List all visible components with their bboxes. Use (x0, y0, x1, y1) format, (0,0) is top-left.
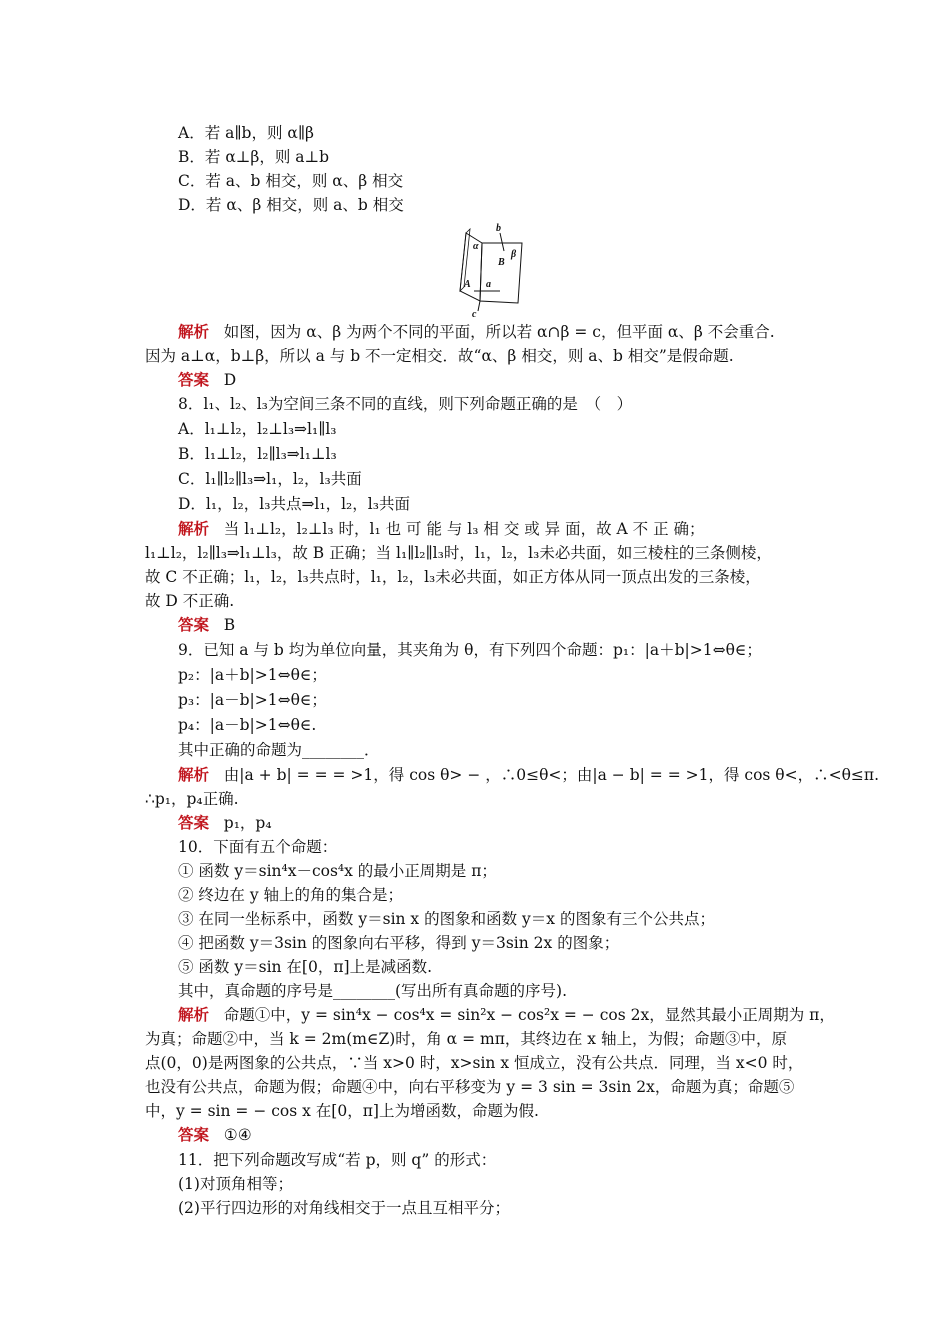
label-a: a (486, 279, 491, 290)
label-c: c (472, 309, 477, 317)
q7-answer: D (223, 371, 237, 389)
q10-blank: 其中，真命题的序号是________(写出所有真命题的序号). (178, 982, 568, 1000)
q7-analysis-line2: 因为 a⊥α，b⊥β，所以 a 与 b 不一定相交．故“α、β 相交，则 a、b 相交”是假命题. (145, 347, 734, 365)
q7-answer-label: 答案 (178, 370, 210, 389)
q10-item5: ⑤ 函数 y＝sin 在[0，π]上是减函数. (178, 958, 433, 976)
q9-p4: p₄：|a－b|>1⇔θ∈. (178, 716, 317, 734)
q8-answer-label: 答案 (178, 615, 210, 634)
q7-analysis-text1: 如图，因为 α、β 为两个不同的平面，所以若 α∩β = c，但平面 α、β 不会重合. (223, 323, 775, 341)
q9-analysis-line2: ∴p₁，p₄正确. (145, 790, 239, 808)
q9-analysis-label: 解析 (178, 765, 210, 784)
label-b: b (496, 223, 501, 234)
q9-answer-line (178, 811, 272, 835)
q10-item4: ④ 把函数 y＝3sin 的图象向右平移，得到 y＝3sin 2x 的图象； (178, 934, 620, 952)
q11-stem: 11．把下列命题改写成“若 p，则 q” 的形式： (178, 1151, 497, 1169)
q8-answer-line (178, 613, 235, 637)
planes-figure (452, 221, 532, 317)
line-c (478, 301, 480, 311)
q7-option-d: D．若 α、β 相交，则 a、b 相交 (178, 196, 404, 214)
q8-analysis-label: 解析 (178, 519, 210, 538)
q10-item3: ③ 在同一坐标系中，函数 y＝sin x 的图象和函数 y＝x 的图象有三个公共点； (178, 910, 715, 928)
q11-item2: (2)平行四边形的对角线相交于一点且互相平分； (178, 1199, 510, 1217)
q8-option-d: D．l₁，l₂，l₃共点⇒l₁，l₂，l₃共面 (178, 495, 410, 513)
q8-analysis-text1: 当 l₁⊥l₂，l₂⊥l₃ 时，l₁ 也 可 能 与 l₃ 相 交 或 异 面，故 A 不 正 确； (223, 520, 705, 538)
q9-analysis-text1: 由|a + b| = = = >1，得 cos θ> − ，∴0≤θ<；由|a − b| = = >1，得 cos θ<，∴<θ≤π. (223, 766, 880, 784)
label-alpha: α (473, 241, 479, 252)
q8-answer: B (223, 616, 236, 634)
q9-p3: p₃：|a－b|>1⇔θ∈； (178, 691, 327, 709)
q7-answer-line (178, 368, 236, 392)
q10-answer-line (178, 1123, 252, 1147)
label-beta: β (511, 249, 517, 260)
label-A: A (464, 279, 471, 290)
q8-option-b: B．l₁⊥l₂，l₂∥l₃⇒l₁⊥l₃ (178, 445, 337, 463)
q10-analysis-line1 (178, 1003, 835, 1027)
q10-analysis-line4: 也没有公共点，命题为假；命题④中，向右平移变为 y = 3 sin = 3sin 2x，命题为真；命题⑤ (145, 1078, 795, 1096)
q10-analysis-label: 解析 (178, 1005, 210, 1024)
q10-item2: ② 终边在 y 轴上的角的集合是； (178, 886, 404, 904)
q10-analysis-text1: 命题①中，y = sin⁴x − cos⁴x = sin²x − cos²x = − cos 2x，显然其最小正周期为 π， (223, 1006, 835, 1024)
q10-analysis-line5: 中，y = sin = − cos x 在[0，π]上为增函数，命题为假. (145, 1102, 539, 1120)
q10-answer-label: 答案 (178, 1125, 210, 1144)
q7-option-b: B．若 α⊥β，则 a⊥b (178, 148, 329, 166)
q9-p2: p₂：|a＋b|>1⇔θ∈； (178, 666, 327, 684)
q9-answer: p₁，p₄ (223, 814, 272, 832)
q9-stem: 9．已知 a 与 b 均为单位向量，其夹角为 θ，有下列四个命题：p₁：|a＋b|>1⇔θ∈； (178, 641, 762, 659)
q7-option-c: C．若 a、b 相交，则 α、β 相交 (178, 172, 404, 190)
q10-analysis-line3: 点(0，0)是两图象的公共点，∵当 x>0 时，x>sin x 恒成立，没有公共点．同理，当 x<0 时， (145, 1054, 804, 1072)
q9-blank: 其中正确的命题为________． (178, 741, 380, 759)
q10-item1: ① 函数 y＝sin⁴x－cos⁴x 的最小正周期是 π； (178, 862, 497, 880)
q7-analysis-label: 解析 (178, 322, 210, 341)
q8-analysis-line4: 故 D 不正确. (145, 592, 235, 610)
q8-analysis-line2: l₁⊥l₂，l₂∥l₃⇒l₁⊥l₃，故 B 正确；当 l₁∥l₂∥l₃时，l₁，l₂，l₃未必共面，如三棱柱的三条侧棱， (145, 544, 772, 562)
q7-option-a: A．若 a∥b，则 α∥β (178, 124, 314, 142)
q11-item1: (1)对顶角相等； (178, 1175, 293, 1193)
q7-analysis-line1 (178, 320, 775, 344)
label-B: B (498, 257, 505, 268)
q8-analysis-line3: 故 C 不正确；l₁，l₂，l₃共点时，l₁，l₂，l₃未必共面，如正方体从同一顶点出发的三条棱， (145, 568, 761, 586)
q9-answer-label: 答案 (178, 813, 210, 832)
q10-answer: ①④ (223, 1126, 252, 1144)
q8-stem: 8．l₁、l₂、l₃为空间三条不同的直线，则下列命题正确的是 （ ） (178, 395, 633, 413)
q10-analysis-line2: 为真；命题②中，当 k = 2m(m∈Z)时，角 α = mπ，其终边在 x 轴上，为假；命题③中，原 (145, 1030, 787, 1048)
q8-analysis-line1 (178, 517, 705, 541)
q8-option-a: A．l₁⊥l₂，l₂⊥l₃⇒l₁∥l₃ (178, 420, 337, 438)
line-b (500, 233, 504, 251)
q9-analysis-line1 (178, 763, 879, 787)
q8-option-c: C．l₁∥l₂∥l₃⇒l₁，l₂，l₃共面 (178, 470, 362, 488)
q10-stem: 10．下面有五个命题： (178, 838, 338, 856)
